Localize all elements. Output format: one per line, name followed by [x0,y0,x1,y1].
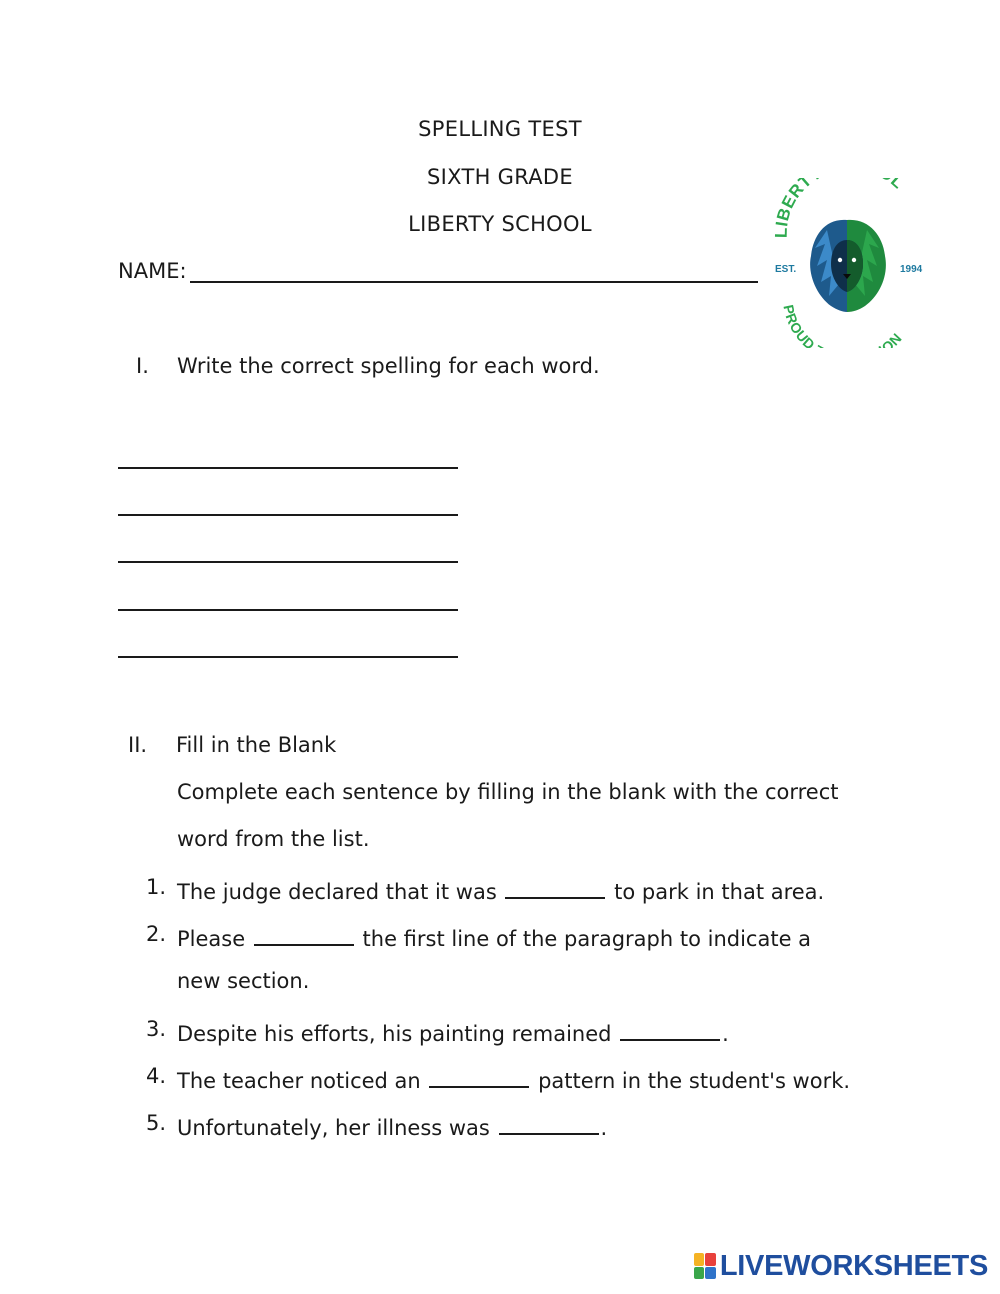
logo-bottom-text: PROUD ON [780,303,905,348]
item-4-before: The teacher noticed an [177,1069,421,1094]
name-label: NAME: [118,259,187,283]
item-3-before: Despite his efforts, his painting remained [177,1022,612,1047]
item-3-after: . [722,1022,729,1047]
item-1-after: to park in that area. [614,880,825,905]
item-3-number: 3. [146,1017,167,1041]
item-2-before: Please [177,927,246,952]
lion-head-icon [765,178,930,348]
answer-line-5[interactable] [118,656,458,658]
liveworksheets-brand[interactable] [694,1250,988,1282]
item-5-blank[interactable] [499,1111,599,1135]
liveworksheets-icon [694,1253,716,1279]
item-2-blank[interactable] [254,922,354,946]
answer-line-1[interactable] [118,467,458,469]
item-5-after: . [600,1116,608,1141]
item-2-sentence [177,922,811,951]
answer-line-4[interactable] [118,609,458,611]
answer-line-3[interactable] [118,561,458,563]
answer-line-2[interactable] [118,514,458,516]
section-1-numeral: I. [136,354,149,378]
section-2-title: Fill in the Blank [176,733,337,757]
school-logo [765,178,930,348]
school-name: LIBERTY SCHOOL [408,212,592,236]
item-2-number: 2. [146,922,167,946]
section-2-numeral: II. [128,733,148,757]
item-1-blank[interactable] [505,875,605,899]
item-4-sentence [177,1064,850,1093]
logo-year: 1994 [900,264,923,275]
logo-top-text: LIBERT L [771,178,908,239]
liveworksheets-text: LIVEWORKSHEETS [719,1249,988,1282]
item-1-sentence [177,875,824,904]
item-1-number: 1. [146,875,167,899]
section-2-instruction-1: Complete each sentence by filling in the blank with the correct [177,780,839,804]
section-1-instruction: Write the correct spelling for each word. [177,354,600,378]
item-2-after: the first line of the paragraph to indicate a [362,927,812,952]
item-1-before: The judge declared that it was [177,880,497,905]
name-input-line[interactable] [190,281,758,283]
item-4-after: pattern in the student's work. [538,1069,851,1094]
section-2-instruction-2: word from the list. [177,827,370,851]
item-4-blank[interactable] [429,1064,529,1088]
item-2-continuation: new section. [177,969,310,993]
item-4-number: 4. [146,1064,167,1088]
logo-est: EST. [775,264,797,275]
item-3-blank[interactable] [620,1017,720,1041]
test-title: SPELLING TEST [418,117,582,141]
item-5-before: Unfortunately, her illness was [177,1116,490,1141]
item-3-sentence [177,1017,729,1046]
grade-label: SIXTH GRADE [427,165,573,189]
item-5-number: 5. [146,1111,167,1135]
item-5-sentence [177,1111,607,1140]
